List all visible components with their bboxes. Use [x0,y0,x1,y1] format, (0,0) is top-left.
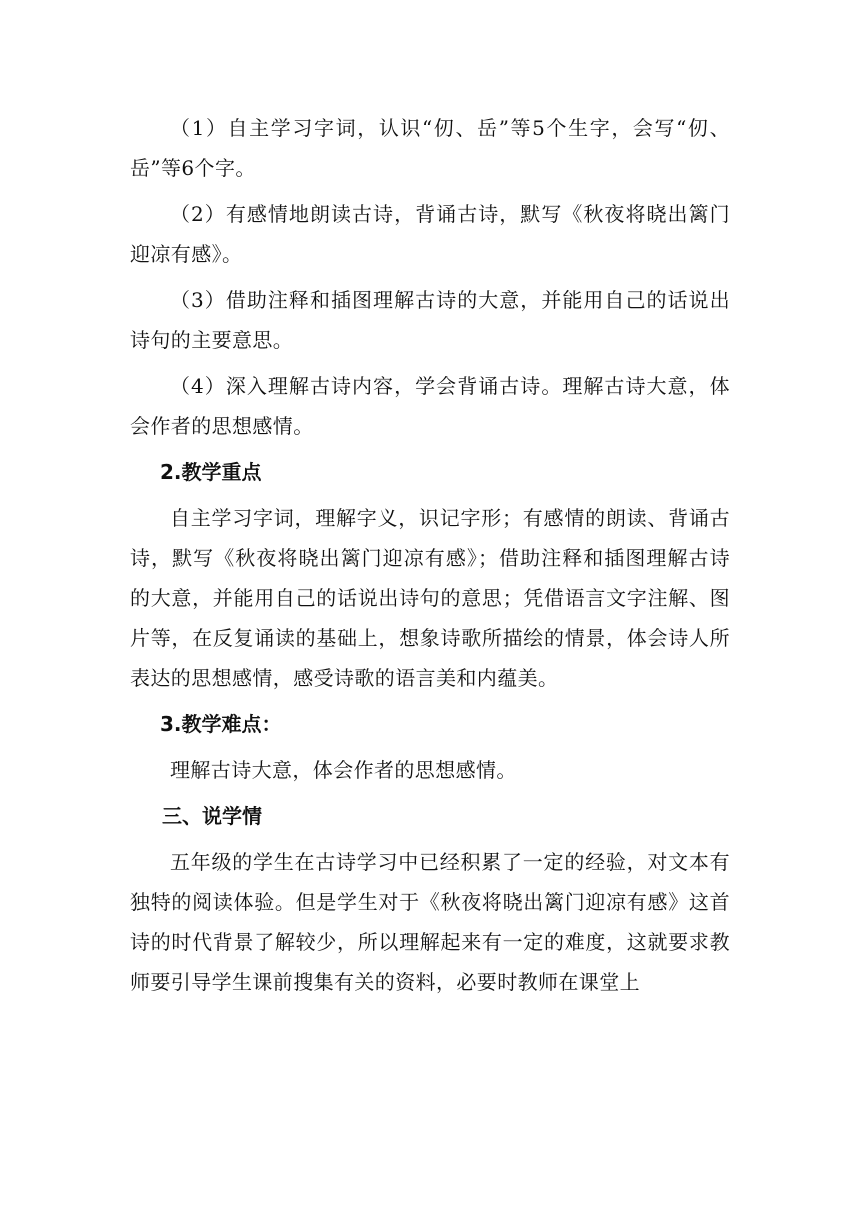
key-points-heading: 2.教学重点 [160,460,262,484]
objective-2: （2）有感情地朗读古诗，背诵古诗，默写《秋夜将晓出篱门迎凉有感》。 [130,202,730,266]
key-points-text: 自主学习字词，理解字义，识记字形；有感情的朗读、背诵古诗，默写《秋夜将晓出篱门迎凉有感》；借助注释和插图理解古诗的大意，并能用自己的话说出诗句的意思；凭借语言文字注解、图片等，在反复诵读的基础上，想象诗歌所描绘的情景，体会诗人所表达的思想感情，感受诗歌的语言美和内蕴美。 [130,506,730,690]
student-analysis-text: 五年级的学生在古诗学习中已经积累了一定的经验，对文本有独特的阅读体验。但是学生对于《秋夜将晓出篱门迎凉有感》这首诗的时代背景了解较少，所以理解起来有一定的难度，这就要求教师要引导学生课前搜集有关的资料，必要时教师在课堂上 [130,850,730,994]
objective-4: （4）深入理解古诗内容，学会背诵古诗。理解古诗大意，体会作者的思想感情。 [130,374,730,438]
objective-1: （1）自主学习字词，认识“仞、岳”等5个生字，会写“仞、岳”等6个字。 [130,116,730,180]
difficulties-heading: 3.教学难点： [160,712,282,736]
difficulties-text: 理解古诗大意，体会作者的思想感情。 [170,758,517,782]
student-analysis-heading: 三、说学情 [162,804,262,828]
document-body [130,108,730,1008]
objective-3: （3）借助注释和插图理解古诗的大意，并能用自己的话说出诗句的主要意思。 [130,288,730,352]
